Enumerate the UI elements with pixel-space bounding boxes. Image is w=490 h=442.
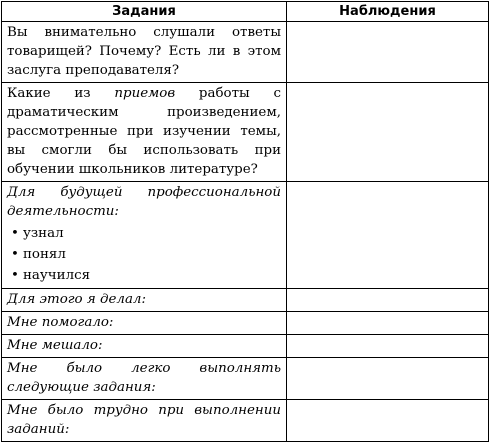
task-text: Вы внимательно слушали ответы товарищей? Почему? Есть ли в этом заслуга преподавателя? [7, 25, 281, 78]
bullet-icon: • [11, 268, 19, 283]
list-item [11, 223, 281, 244]
bullet-icon: • [11, 247, 19, 262]
list-item-label: научился [23, 268, 91, 283]
observation-cell[interactable] [287, 335, 489, 358]
task-text-emphasis: приемов [114, 86, 176, 101]
table-row [2, 83, 489, 182]
observation-cell[interactable] [287, 83, 489, 182]
table-row [2, 400, 489, 442]
list-item [11, 265, 281, 286]
bullet-icon: • [11, 226, 19, 241]
task-cell [2, 289, 287, 312]
observation-cell[interactable] [287, 358, 489, 400]
task-cell [2, 83, 287, 182]
task-text: Мне было трудно при выполнении заданий: [7, 403, 281, 437]
table-row [2, 289, 489, 312]
task-text: Мне помогало: [7, 315, 114, 330]
task-cell [2, 312, 287, 335]
task-cell [2, 182, 287, 289]
task-cell [2, 358, 287, 400]
observation-cell[interactable] [287, 22, 489, 83]
task-text-start: Какие из [7, 86, 115, 101]
table-row [2, 182, 489, 289]
task-cell [2, 400, 287, 442]
header-observations: Наблюдения [287, 2, 489, 22]
list-item-label: узнал [23, 226, 64, 241]
table-row [2, 335, 489, 358]
table-row [2, 22, 489, 83]
tasks-observations-table [1, 1, 489, 442]
table-row [2, 312, 489, 335]
task-cell [2, 335, 287, 358]
list-item-label: понял [23, 247, 66, 262]
observation-cell[interactable] [287, 182, 489, 289]
observation-cell[interactable] [287, 400, 489, 442]
observation-cell[interactable] [287, 312, 489, 335]
list-item [11, 244, 281, 265]
header-tasks: Задания [2, 2, 287, 22]
observation-cell[interactable] [287, 289, 489, 312]
table-header-row [2, 2, 489, 22]
task-cell [2, 22, 287, 83]
bullet-list [7, 223, 281, 286]
task-text: Мне было легко выполнять следующие задания: [7, 361, 281, 395]
task-text: Мне мешало: [7, 338, 103, 353]
task-text: Для этого я делал: [7, 292, 146, 307]
table-row [2, 358, 489, 400]
task-text-end: работы с драматическим произведением, рассмотренные при изучении темы, вы смогли бы использовать при обучении школьников литературе? [7, 86, 281, 177]
task-text: Для будущей профессиональной деятельности: [7, 185, 281, 219]
